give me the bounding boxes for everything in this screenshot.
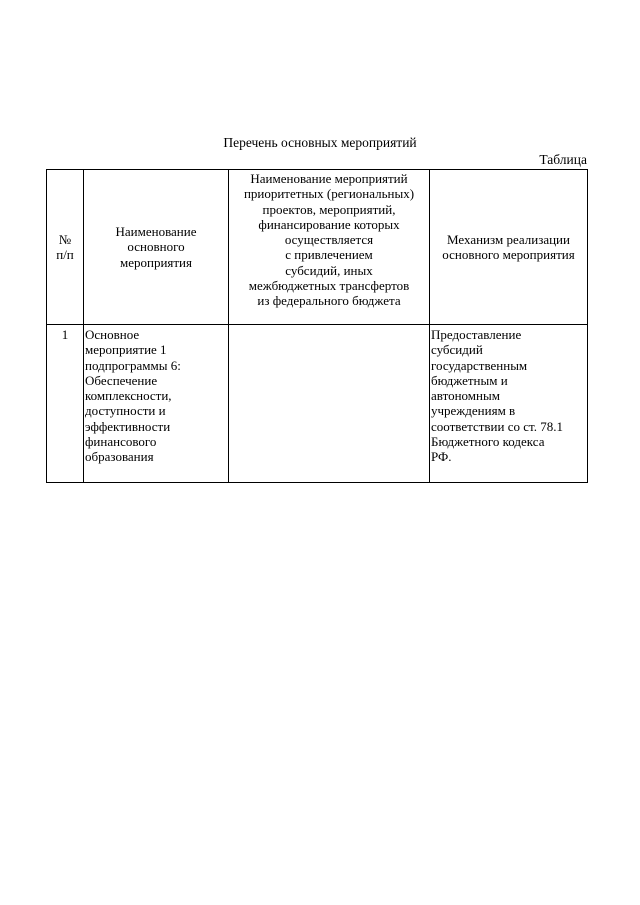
mechanism-line: Бюджетного кодекса — [431, 434, 545, 450]
mechanism-line: бюджетным и — [431, 372, 508, 388]
header-measure-name-line: основного — [127, 239, 185, 255]
header-number-line: № — [58, 231, 72, 247]
measures-table — [46, 169, 588, 483]
header-projects-line: Наименование мероприятий — [250, 171, 408, 186]
document-title: Перечень основных мероприятий — [223, 135, 417, 150]
header-mechanism-line: Механизм реализации — [447, 231, 570, 247]
measure-name-line: Обеспечение — [85, 372, 158, 388]
header-projects-line: финансирование которых — [258, 216, 400, 232]
cell-priority-projects — [229, 325, 430, 483]
header-projects-line: субсидий, иных — [285, 262, 373, 278]
table-header-row — [47, 170, 588, 325]
header-projects-line: проектов, мероприятий, — [262, 201, 396, 217]
table-label: Таблица — [539, 152, 587, 167]
mechanism-line: РФ. — [431, 449, 452, 465]
header-projects-line: межбюджетных трансфертов — [248, 278, 410, 294]
header-projects-line: с привлечением — [285, 247, 373, 263]
measure-name-line: эффективности — [85, 418, 171, 434]
mechanism-line: субсидий — [431, 342, 483, 358]
measure-name-line: комплексности, — [85, 388, 172, 404]
mechanism-line: Предоставление — [431, 327, 522, 342]
cell-mechanism — [430, 325, 588, 483]
header-mechanism — [430, 170, 588, 325]
measure-name-line: финансового — [85, 434, 157, 450]
header-measure-name-line: Наименование — [115, 224, 197, 240]
header-number-line: п/п — [56, 247, 74, 262]
mechanism-line: учреждениям в — [431, 403, 516, 419]
header-mechanism-line: основного мероприятия — [442, 247, 575, 262]
header-measure-name — [84, 170, 229, 325]
cell-number: 1 — [47, 325, 84, 483]
header-projects-line: приоритетных (региональных) — [243, 186, 415, 202]
header-projects-line: осуществляется — [284, 232, 374, 248]
measure-name-line: доступности и — [85, 403, 166, 419]
mechanism-line: автономным — [431, 388, 500, 404]
measure-name-line: подпрограммы 6: — [85, 357, 181, 373]
measure-name-line: образования — [85, 449, 154, 465]
measure-name-line: мероприятие 1 — [85, 342, 167, 358]
mechanism-line: государственным — [431, 357, 528, 373]
measure-name-line: Основное — [85, 327, 140, 342]
table-row — [47, 325, 588, 483]
header-number — [47, 170, 84, 325]
header-priority-projects — [229, 170, 430, 325]
cell-measure-name — [84, 325, 229, 483]
header-measure-name-line: мероприятия — [119, 254, 192, 270]
mechanism-line: соответствии со ст. 78.1 — [431, 418, 563, 434]
header-projects-line: из федерального бюджета — [257, 293, 401, 309]
